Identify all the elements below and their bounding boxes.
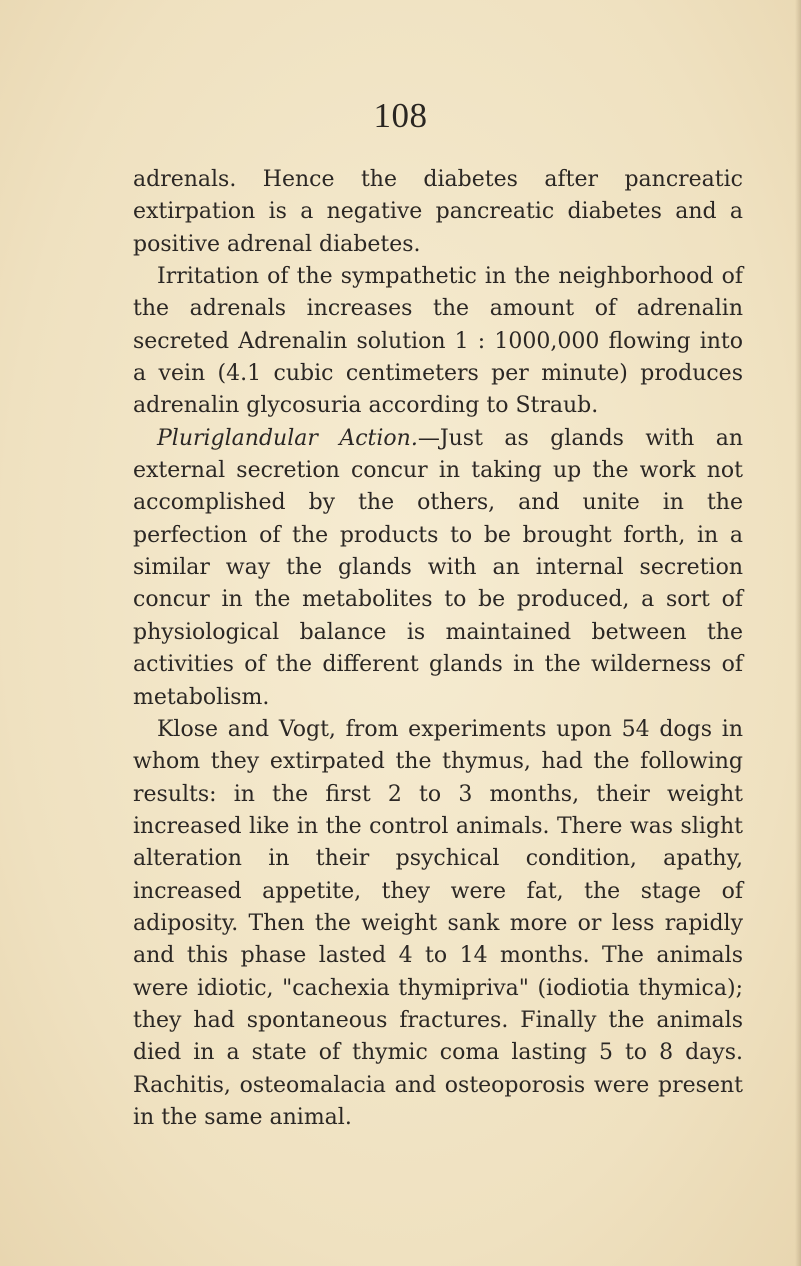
section-heading: Pluriglandular Action. bbox=[157, 425, 418, 451]
body-text bbox=[133, 164, 743, 1134]
paragraph-3 bbox=[133, 423, 743, 714]
paragraph-1: adrenals. Hence the diabetes after pancreatic extirpation is a negative pancreatic diabetes and a positive adrenal diabetes. bbox=[133, 167, 743, 257]
paragraph-4: Klose and Vogt, from experiments upon 54 dogs in whom they extirpated the thymus, had the following results: in the first 2 to 3 months, their weight increased like in the control animals. There was slight alteration in their psychical condition, apathy, increased appetite, they were fat, the stage of adiposity. Then the weight sank more or less rapidly and this phase lasted 4 to 14 months. The animals were idiotic, "cachexia thymipriva" (iodiotia thymica); they had spontaneous fractures. Finally the animals died in a state of thymic coma lasting 5 to 8 days. Rachitis, osteomalacia and osteoporosis were present in the same animal. bbox=[133, 716, 743, 1130]
paragraph-2: Irritation of the sympathetic in the neighborhood of the adrenals increases the amount of adrenalin secreted Adrenalin solution 1 : 1000,000 flowing into a vein (4.1 cubic centimeters per minute) produces adrenalin glycosuria according to Straub. bbox=[133, 264, 743, 419]
page-number: 108 bbox=[373, 96, 428, 135]
paragraph-3-text: —Just as glands with an external secretion concur in taking up the work not accomplished by the others, and unite in the perfection of the products to be brought forth, in a similar way the glands with an internal secretion concur in the metabolites to be produced, a sort of physiological balance is maintained between the activities of the different glands in the wilderness of metabolism. bbox=[133, 425, 743, 710]
page-edge-shadow bbox=[795, 0, 801, 1266]
